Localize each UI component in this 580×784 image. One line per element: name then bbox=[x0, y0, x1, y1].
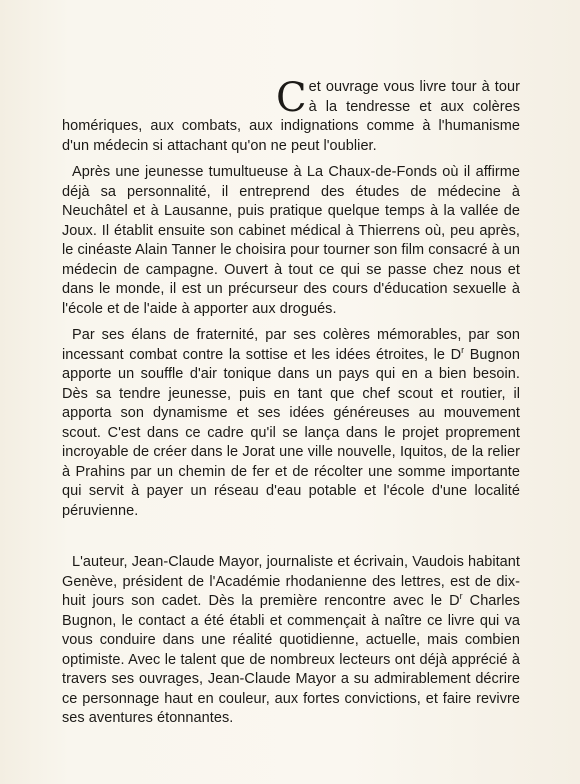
superscript: r bbox=[461, 344, 465, 355]
paragraph-intro bbox=[62, 75, 520, 156]
paragraph-text: Après une jeunesse tumultueuse à La Chaux-de-Fonds où il affirme déjà sa personnalité, il entreprend des études de médecine à Neuchâtel et à Lausanne, puis pratique quelque temps à la vallée de Joux. Il établit ensuite son cabinet médical à Thierrens où, peu après, le cinéaste Alain Tanner le choisira pour tourner son film consacré à un médecin de campagne. Ouvert à tout ce qui se passe chez nous et dans le monde, il est un précurseur des cours d'éducation sexuelle à l'école et de l'aide à apporter aux drogués. bbox=[62, 164, 520, 317]
paragraph-text: L'auteur, Jean-Claude Mayor, journaliste et écrivain, Vaudois habitant Genève, président de l'Académie rhodanienne des lettres, est de dix-huit jours son cadet. Dès la première rencontre avec le D bbox=[62, 554, 520, 609]
blurb-text bbox=[62, 75, 521, 729]
paragraph-text: et ouvrage vous livre tour à tour à la tendresse et aux colères homériques, aux combats, aux indignations comme à l'humanisme d'un médecin si attachant qu'on ne peut l'oublier. bbox=[62, 79, 520, 154]
paragraph-fraternity bbox=[62, 326, 520, 521]
paragraph-author bbox=[62, 553, 520, 729]
paragraph-text: Bugnon apporte un souffle d'air tonique dans un pays qui en a bien besoin. Dès sa tendre jeunesse, puis en tant que chef scout et routier, il apporta son dynamisme et ses idées généreuses au mouvement scout. C'est dans ce cadre qu'il se lança dans le projet proprement incroyable de créer dans le Jorat une ville nouvelle, Iquitos, de la relier à Prahins par un chemin de fer et de récolter une somme importante qui servit à payer un réseau d'eau potable et l'école d'une localité péruvienne. bbox=[62, 346, 521, 519]
paragraph-text: Par ses élans de fraternité, par ses colères mémorables, par son incessant combat contre la sottise et les idées étroites, le D bbox=[62, 327, 520, 363]
paragraph-biography bbox=[62, 163, 520, 319]
paragraph-text: Charles Bugnon, le contact a été établi et commençait à naître ce livre qui va vous conduire dans une réalité quotidienne, actuelle, mais combien optimiste. Avec le talent que de nombreux lecteurs ont déjà apprécié à travers ses ouvrages, Jean-Claude Mayor a su admirablement décrire ce personnage haut en couleur, aux fortes convictions, et faire revivre ses aventures étonnantes. bbox=[62, 593, 520, 726]
drop-cap: C bbox=[276, 75, 307, 121]
superscript: r bbox=[459, 591, 463, 602]
